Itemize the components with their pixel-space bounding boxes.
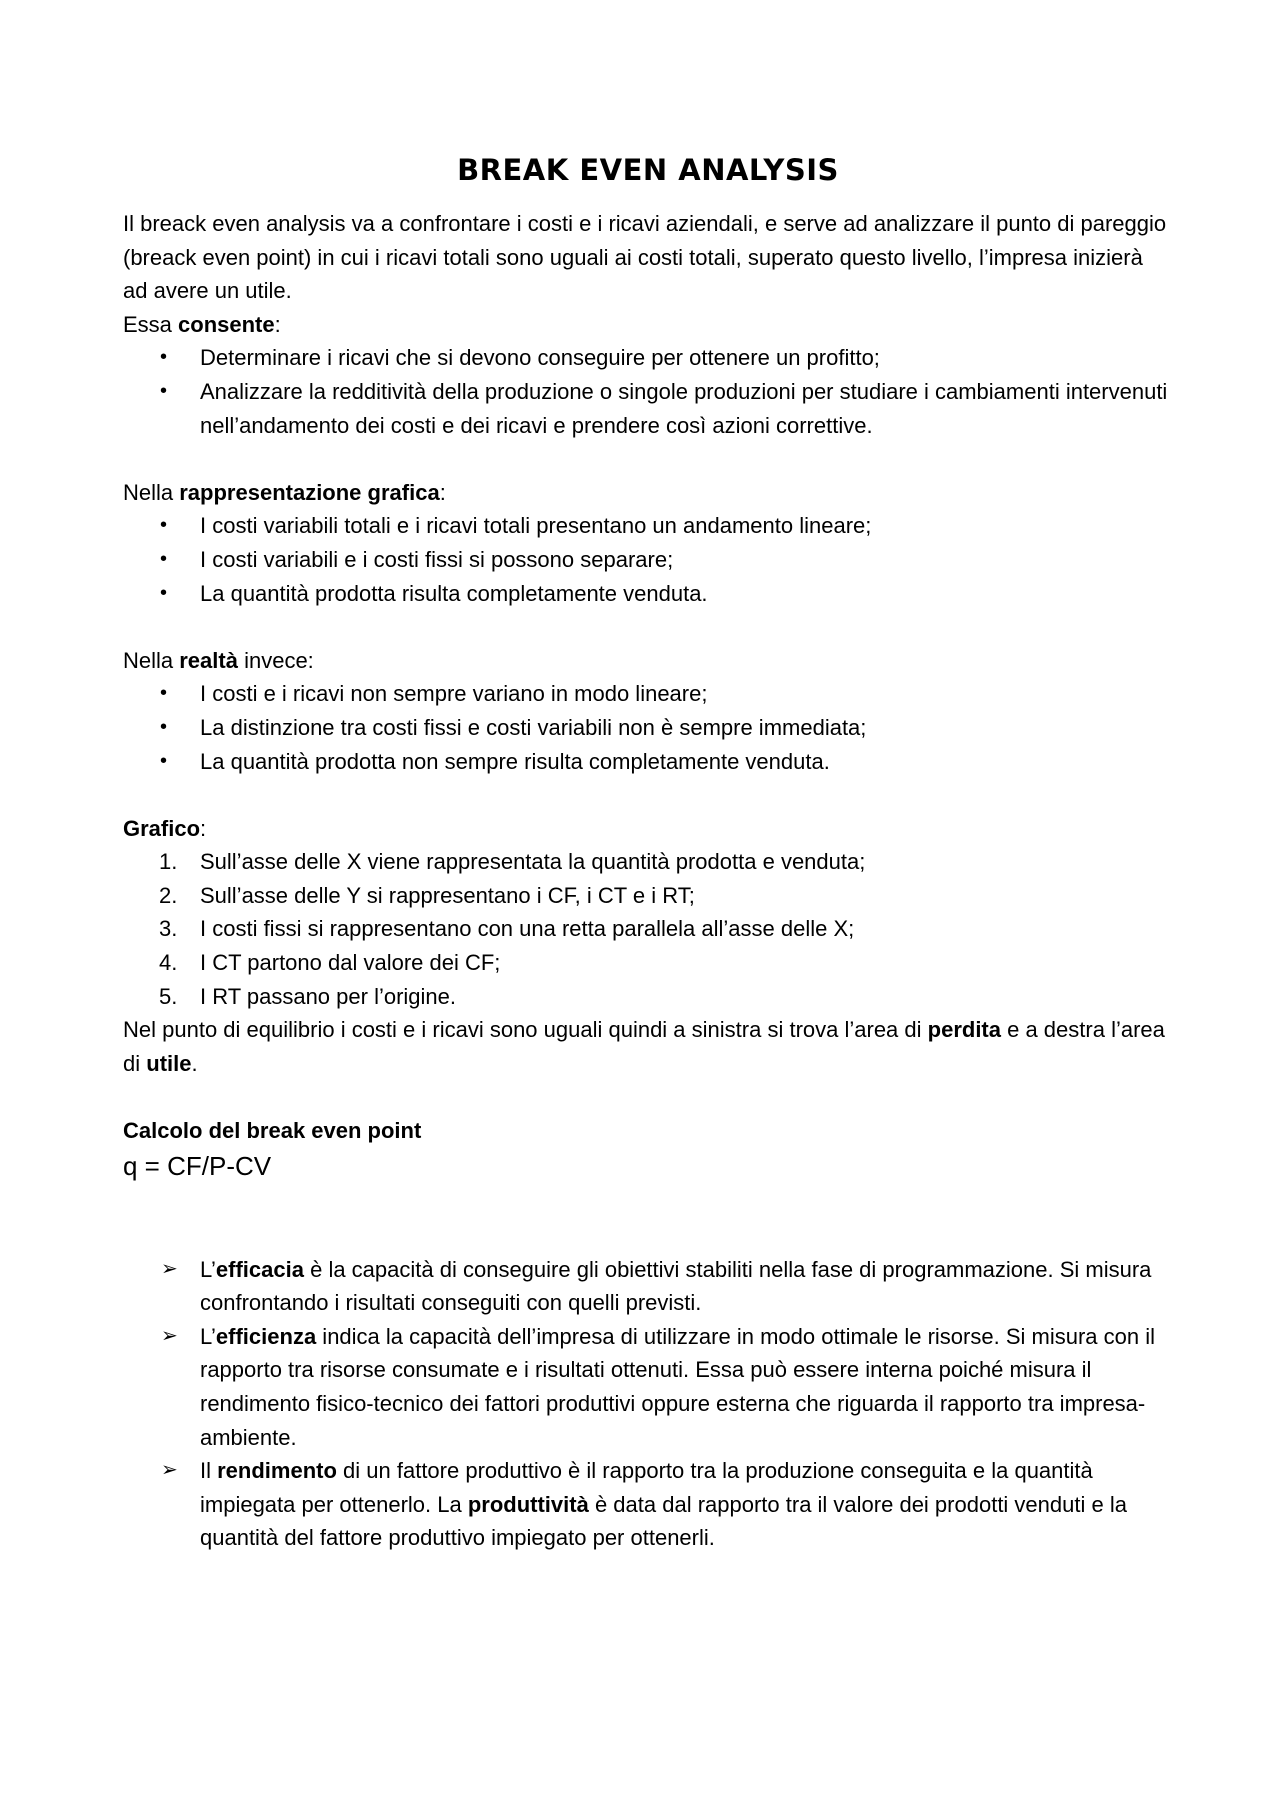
bullet-icon: •: [160, 346, 168, 369]
list-item: 2. Sull’asse delle Y si rappresentano i CF, i CT e i RT;: [123, 879, 1173, 913]
list-item: • La quantità prodotta risulta completamente venduta.: [123, 577, 1173, 611]
bullet-icon: •: [160, 379, 168, 402]
arrow-bullet-icon: ➢: [161, 1459, 178, 1482]
grafica-heading: Nella rappresentazione grafica:: [123, 479, 446, 505]
list-number: 1.: [159, 849, 178, 875]
realta-heading: Nella realtà invece:: [123, 647, 314, 673]
list-item: • Determinare i ricavi che si devono conseguire per ottenere un profitto;: [123, 341, 1173, 375]
bullet-icon: •: [160, 682, 168, 705]
bullet-icon: •: [160, 547, 168, 570]
list-number: 4.: [159, 950, 178, 976]
bullet-icon: •: [160, 581, 168, 604]
list-item: • La distinzione tra costi fissi e costi variabili non è sempre immediata;: [123, 711, 1173, 745]
consente-list: [123, 341, 1173, 442]
list-item: 3. I costi fissi si rappresentano con una retta parallela all’asse delle X;: [123, 912, 1173, 946]
document-page: [123, 150, 1173, 1555]
spacer: [123, 1184, 1173, 1253]
spacer: [123, 1080, 1173, 1114]
intro-paragraph: Il breack even analysis va a confrontare i costi e i ricavi aziendali, e serve ad analizzare il punto di pareggio (breack even point) in cui i ricavi totali sono uguali ai costi totali, superato questo livello, l’impresa inizierà ad avere un utile.: [123, 211, 1167, 304]
grafica-list: [123, 509, 1173, 610]
break-even-formula: q = CF/P-CV: [123, 1150, 272, 1181]
list-item: • Analizzare la redditività della produzione o singole produzioni per studiare i cambiamenti intervenuti nell’andamento dei costi e dei ricavi e prendere così azioni correttive.: [123, 375, 1173, 442]
arrow-bullet-icon: ➢: [161, 1324, 178, 1347]
list-item: ➢ Il rendimento di un fattore produttivo è il rapporto tra la produzione conseguita e la quantità impiegata per ottenerlo. La produttività è data dal rapporto tra il valore dei prodotti venduti e la quantità del fattore produttivo impiegato per ottenerli.: [123, 1454, 1173, 1555]
consente-heading: Essa consente:: [123, 311, 281, 337]
spacer: [123, 442, 1173, 476]
equilibrium-paragraph: Nel punto di equilibrio i costi e i ricavi sono uguali quindi a sinistra si trova l’area di perdita e a destra l’area di utile.: [123, 1017, 1165, 1076]
grafico-list: [123, 845, 1173, 1013]
list-number: 2.: [159, 882, 178, 908]
list-number: 3.: [159, 916, 178, 942]
page-title: BREAK EVEN ANALYSIS: [457, 153, 839, 187]
list-item: • I costi e i ricavi non sempre variano in modo lineare;: [123, 677, 1173, 711]
list-item: 1. Sull’asse delle X viene rappresentata la quantità prodotta e venduta;: [123, 845, 1173, 879]
spacer: [123, 778, 1173, 812]
list-number: 5.: [159, 983, 178, 1009]
list-item: ➢ L’efficacia è la capacità di conseguire gli obiettivi stabiliti nella fase di programmazione. Si misura confrontando i risultati conseguiti con quelli previsti.: [123, 1253, 1173, 1320]
definitions-list: [123, 1253, 1173, 1555]
list-item: • La quantità prodotta non sempre risulta completamente venduta.: [123, 745, 1173, 779]
list-item: ➢ L’efficienza indica la capacità dell’impresa di utilizzare in modo ottimale le risorse. Si misura con il rapporto tra risorse consumate e i risultati ottenuti. Essa può essere interna poiché misura il rendimento fisico-tecnico dei fattori produttivi oppure esterna che riguarda il rapporto tra impresa-ambiente.: [123, 1320, 1173, 1454]
list-item: • I costi variabili totali e i ricavi totali presentano un andamento lineare;: [123, 509, 1173, 543]
bullet-icon: •: [160, 749, 168, 772]
spacer: [123, 610, 1173, 644]
arrow-bullet-icon: ➢: [161, 1257, 178, 1280]
calcolo-heading: Calcolo del break even point: [123, 1118, 422, 1144]
bullet-icon: •: [160, 715, 168, 738]
realta-list: [123, 677, 1173, 778]
list-item: 5. I RT passano per l’origine.: [123, 980, 1173, 1014]
bullet-icon: •: [160, 514, 168, 537]
list-item: • I costi variabili e i costi fissi si possono separare;: [123, 543, 1173, 577]
list-item: 4. I CT partono dal valore dei CF;: [123, 946, 1173, 980]
grafico-heading: Grafico:: [123, 815, 207, 841]
